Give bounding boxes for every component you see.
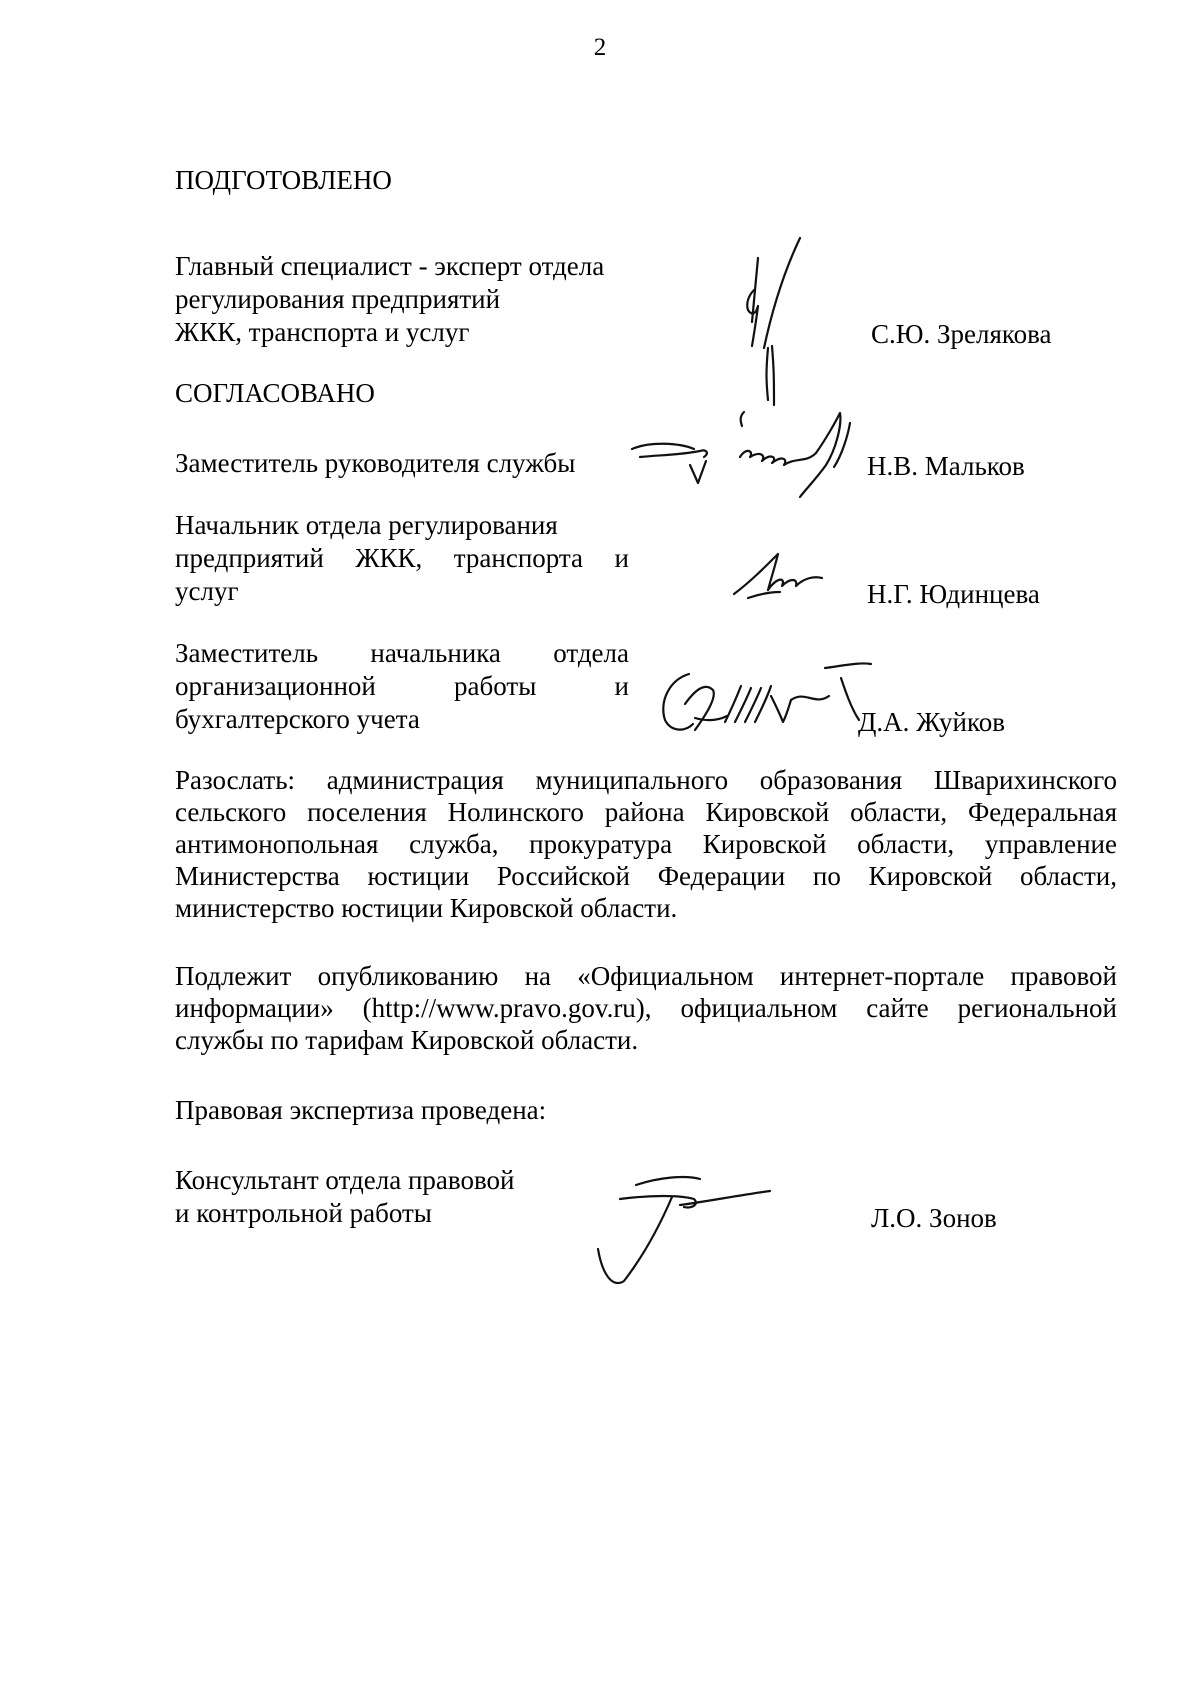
publication-paragraph xyxy=(175,960,1117,1056)
approver-1-position-line-1: Заместитель руководителя службы xyxy=(175,448,576,478)
publication-line-1: Подлежит опубликованию на «Официальном интернет-портале правовой xyxy=(175,961,1117,991)
signature-malkov-icon xyxy=(620,405,900,515)
signature-zonov-icon xyxy=(590,1165,790,1295)
approver-2-position-line-1: Начальник отдела регулирования xyxy=(175,510,558,540)
approver-3-position-line-3: бухгалтерского учета xyxy=(175,704,420,734)
legal-review-signatory-name: Л.О. Зонов xyxy=(871,1203,997,1233)
approver-3-position-line-2: организационной работы и xyxy=(175,671,629,701)
prepared-position-line-3: ЖКК, транспорта и услуг xyxy=(175,317,470,347)
approved-heading: СОГЛАСОВАНО xyxy=(175,378,375,408)
legal-review-position-line-2: и контрольной работы xyxy=(175,1198,432,1228)
distribution-paragraph xyxy=(175,764,1117,924)
distribution-line-4: Министерства юстиции Российской Федерации по Кировской области, xyxy=(175,861,1117,891)
approver-1-name: Н.В. Мальков xyxy=(867,451,1025,481)
approver-2-position-line-2: предприятий ЖКК, транспорта и xyxy=(175,543,629,573)
distribution-line-5: министерство юстиции Кировской области. xyxy=(175,893,678,923)
prepared-signatory-name: С.Ю. Зрелякова xyxy=(871,319,1052,349)
approver-3-name: Д.А. Жуйков xyxy=(858,707,1005,737)
approver-2-position-line-3: услуг xyxy=(175,576,239,606)
approver-3-position-line-1: Заместитель начальника отдела xyxy=(175,638,629,668)
signature-yudintseva-icon xyxy=(730,548,830,608)
approver-2-name: Н.Г. Юдинцева xyxy=(867,579,1040,609)
distribution-line-1: Разослать: администрация муниципального образования Шварихинского xyxy=(175,765,1117,795)
prepared-heading: ПОДГОТОВЛЕНО xyxy=(175,165,392,195)
prepared-position-line-2: регулирования предприятий xyxy=(175,284,501,314)
legal-review-position-line-1: Консультант отдела правовой xyxy=(175,1165,515,1195)
distribution-line-3: антимонопольная служба, прокуратура Кировской области, управление xyxy=(175,829,1117,859)
legal-review-heading: Правовая экспертиза проведена: xyxy=(175,1095,547,1125)
signature-zhuykov-icon xyxy=(655,660,885,745)
prepared-position-line-1: Главный специалист - эксперт отдела xyxy=(175,251,605,281)
distribution-line-2: сельского поселения Нолинского района Кировской области, Федеральная xyxy=(175,797,1117,827)
publication-line-2: информации» (http://www.pravo.gov.ru), официальном сайте региональной xyxy=(175,993,1117,1023)
signature-zrelyakova-icon xyxy=(720,230,830,420)
publication-line-3: службы по тарифам Кировской области. xyxy=(175,1025,639,1055)
page-number: 2 xyxy=(593,34,607,61)
